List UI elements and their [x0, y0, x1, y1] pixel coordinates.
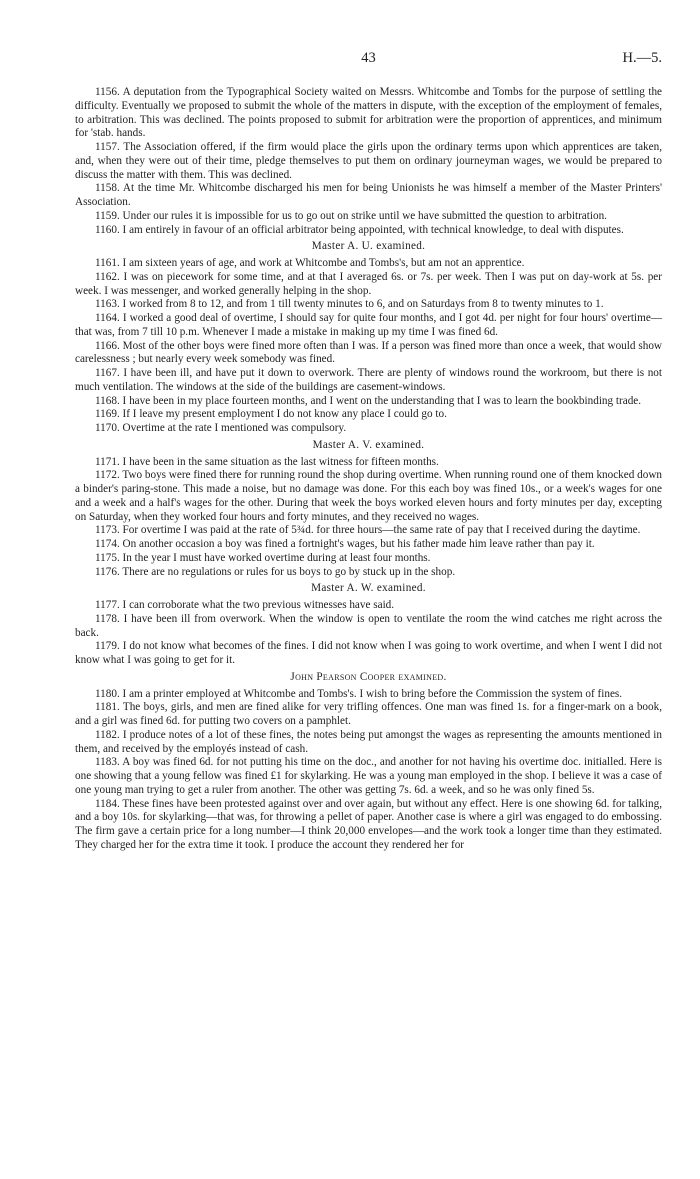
- evidence-paragraph: 1170. Overtime at the rate I mentioned was compulsory.: [95, 422, 347, 434]
- evidence-paragraph: 1159. Under our rules it is impossible for us to go out on strike until we have submitted the question to arbitration.: [95, 209, 607, 222]
- page-number: 43: [361, 50, 376, 66]
- evidence-paragraph: 1180. I am a printer employed at Whitcombe and Tombs's. I wish to bring before the Commission the system of fines.: [95, 687, 623, 700]
- evidence-paragraph: 1178. I have been ill from overwork. When the window is open to ventilate the room the wind catches me right across the back.: [75, 612, 662, 639]
- evidence-paragraph: 1179. I do not know what becomes of the fines. I did not know when I was going to work overtime, and when I went I did not know what I was going to get for it.: [75, 640, 662, 666]
- evidence-paragraph: 1183. A boy was fined 6d. for not putting his time on the doc., and another for not having his overtime doc. initialled. Here is one showing that a young fellow was fined £1 for skylarking. He was a young man employed in the shop. I believe it was a case of one young man trying to get a ruler from another. The other was getting 7s. 6d. a week, and so he was only fined 5s.: [75, 756, 662, 796]
- evidence-paragraph: 1162. I was on piecework for some time, and at that I averaged 6s. or 7s. per week. Then I was put on day-work at 5s. per week. I was messenger, and worked generally helping in the shop.: [75, 270, 662, 297]
- evidence-paragraph: 1157. The Association offered, if the firm would place the girls upon the ordinary terms upon which apprentices are taken, and, when they were out of their time, pledge themselves to put them on ordinary journeyman wages, we would be prepared to discuss the matter with them. This was declined.: [75, 141, 662, 181]
- witness-heading: John Pearson Cooper examined.: [290, 670, 447, 683]
- witness-heading: Master A. V. examined.: [312, 438, 425, 451]
- evidence-paragraph: 1174. On another occasion a boy was fined a fortnight's wages, but his father made him leave rather than pay it.: [95, 538, 595, 550]
- evidence-paragraph: 1156. A deputation from the Typographical Society waited on Messrs. Whitcombe and Tombs for the purpose of settling the difficulty. Eventually we proposed to submit the whole of the matters in dispute, with the exception of the employment of females, to arbitration. This was declined. The points proposed to submit for arbitration were the proportion of apprentices, and minimum for 'stab. hands.: [75, 86, 662, 140]
- evidence-paragraph: 1168. I have been in my place fourteen months, and I went on the understanding that I was to learn the bookbinding trade.: [95, 394, 642, 407]
- evidence-paragraph: 1173. For overtime I was paid at the rate of 5¾d. for three hours—the same rate of pay that I received during the daytime.: [95, 524, 641, 537]
- evidence-paragraph: 1167. I have been ill, and have put it down to overwork. There are plenty of windows round the workroom, but there is not much ventilation. The windows at the side of the buildings are casement-windows.: [75, 367, 662, 393]
- evidence-paragraph: 1169. If I leave my present employment I do not know any place I could go to.: [95, 408, 447, 421]
- evidence-paragraph: 1184. These fines have been protested against over and over again, but without any effect. Here is one showing 6d. for talking, and a boy 10s. for skylarking—that was, for throwing a pellet of paper. Another case is where a girl was engaged to do embossing. The firm gave a certain price for a long number—I think 20,000 envelopes—and the work took a longer time than they estimated. They charged her for the extra time it took. I produce the account they rendered her for: [75, 797, 662, 851]
- evidence-paragraph: 1164. I worked a good deal of overtime, I should say for quite four months, and I got 4d. per night for four hours' overtime—that was, from 7 till 10 p.m. Whenever I made a mistake in making up my time I was fined 6d.: [75, 312, 662, 338]
- evidence-paragraph: 1171. I have been in the same situation as the last witness for fifteen months.: [95, 455, 439, 468]
- evidence-paragraph: 1177. I can corroborate what the two previous witnesses have said.: [95, 599, 395, 611]
- evidence-paragraph: 1181. The boys, girls, and men are fined alike for very trifling offences. One man was fined 1s. for a finger-mark on a book, and a girl was fined 6d. for putting two covers on a pamphlet.: [75, 701, 662, 727]
- evidence-paragraph: 1163. I worked from 8 to 12, and from 1 till twenty minutes to 6, and on Saturdays from 8 to twenty minutes to 1.: [95, 298, 604, 311]
- evidence-paragraph: 1161. I am sixteen years of age, and work at Whitcombe and Tombs's, but am not an apprentice.: [95, 257, 525, 269]
- evidence-paragraph: 1182. I produce notes of a lot of these fines, the notes being put amongst the wages as representing the amounts mentioned in them, and received by the employés instead of cash.: [75, 728, 662, 755]
- evidence-paragraph: 1172. Two boys were fined there for running round the shop during overtime. When running round one of them knocked down a binder's paring-stone. This made a noise, but no damage was done. For this each boy was fined 10s., or a week's wages for one and a week and a half's wages for the other. During that week the boys worked eleven hours and forty minutes per day, excepting on Saturday, when they worked four hours and forty minutes, and they received no wages.: [75, 469, 662, 523]
- witness-heading: Master A. W. examined.: [311, 582, 426, 595]
- document-body: [75, 86, 662, 853]
- evidence-paragraph: 1175. In the year I must have worked overtime during at least four months.: [95, 551, 431, 564]
- evidence-paragraph: 1176. There are no regulations or rules for us boys to go by stuck up in the shop.: [95, 565, 456, 578]
- evidence-paragraph: 1158. At the time Mr. Whitcombe discharged his men for being Unionists he was himself a member of the Master Printers' Association.: [75, 182, 662, 208]
- evidence-paragraph: 1166. Most of the other boys were fined more often than I was. If a person was fined more than once a week, that would show carelessness ; but nearly every week somebody was fined.: [75, 339, 662, 366]
- evidence-paragraph: 1160. I am entirely in favour of an official arbitrator being appointed, with technical knowledge, to deal with disputes.: [95, 223, 624, 236]
- witness-heading: Master A. U. examined.: [311, 240, 426, 253]
- page-header: [75, 50, 662, 86]
- document-reference: H.—5.: [622, 50, 662, 66]
